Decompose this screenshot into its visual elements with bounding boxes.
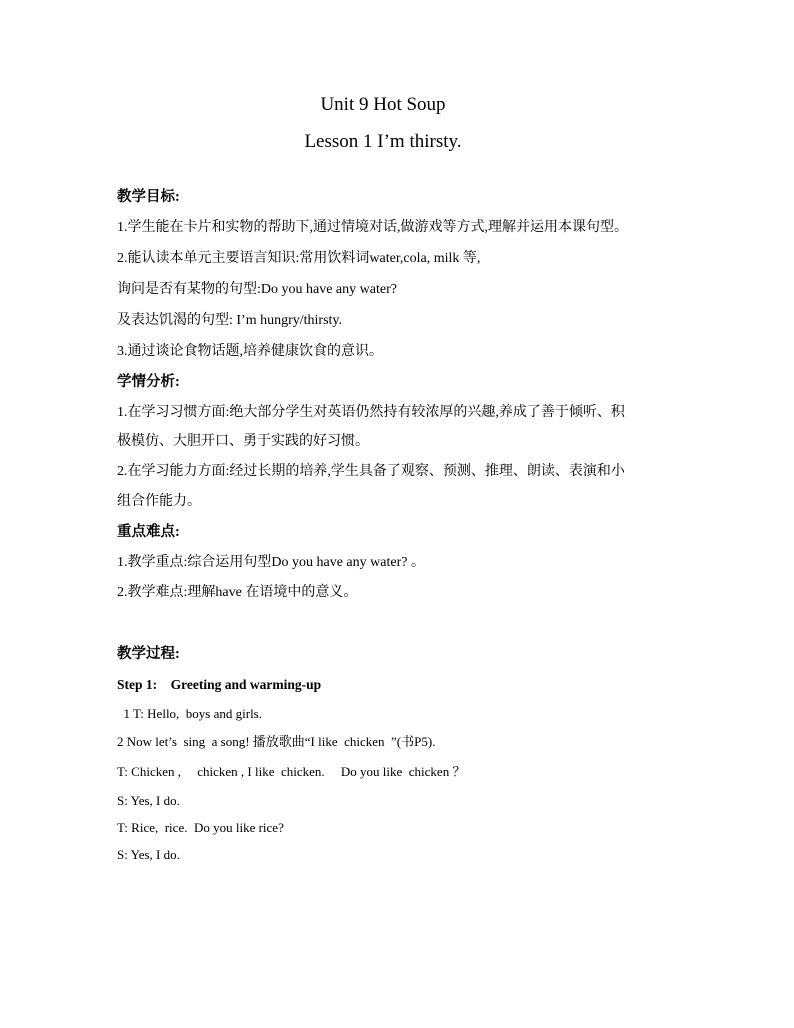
dialog-line: S: Yes, I do. [117, 847, 180, 862]
dialog-line: T: Rice, rice. Do you like rice? [117, 820, 284, 835]
step-1-title: Step 1: Greeting and warming-up [117, 677, 322, 692]
key-point-line: 2.教学难点:理解have 在语境中的意义。 [117, 585, 358, 600]
analysis-line: 组合作能力。 [117, 494, 201, 509]
objective-line: 1.学生能在卡片和实物的帮助下,通过情境对话,做游戏等方式,理解并运用本课句型。 [117, 220, 628, 235]
analysis-line: 2.在学习能力方面:经过长期的培养,学生具备了观察、预测、推理、朗读、表演和小 [117, 464, 625, 479]
objective-line: 询问是否有某物的句型:Do you have any water? [117, 282, 397, 297]
key-point-line: 1.教学重点:综合运用句型Do you have any water? 。 [117, 555, 425, 570]
dialog-line: 1 T: Hello, boys and girls. [117, 706, 262, 721]
analysis-line: 极模仿、大胆开口、勇于实践的好习惯。 [117, 434, 369, 449]
key-points-heading: 重点难点: [117, 524, 180, 540]
objective-line: 及表达饥渴的句型: I’m hungry/thirsty. [117, 313, 343, 328]
process-heading: 教学过程: [117, 646, 180, 662]
objectives-heading: 教学目标: [117, 189, 180, 205]
objective-line: 2.能认读本单元主要语言知识:常用饮料词water,cola, milk 等, [117, 251, 481, 266]
analysis-line: 1.在学习习惯方面:绝大部分学生对英语仍然持有较浓厚的兴趣,养成了善于倾听、积 [117, 405, 625, 420]
analysis-heading: 学情分析: [117, 374, 180, 390]
unit-title: Unit 9 Hot Soup [320, 94, 446, 115]
lesson-title: Lesson 1 I’m thirsty. [304, 131, 462, 152]
dialog-line: S: Yes, I do. [117, 793, 180, 808]
dialog-line: 2 Now let’s sing a song! 播放歌曲“I like chicken ”(书P5). [117, 734, 436, 749]
dialog-line: T: Chicken , chicken , I like chicken. Do you like chicken ？ [117, 764, 466, 779]
objective-line: 3.通过谈论食物话题,培养健康饮食的意识。 [117, 344, 383, 359]
